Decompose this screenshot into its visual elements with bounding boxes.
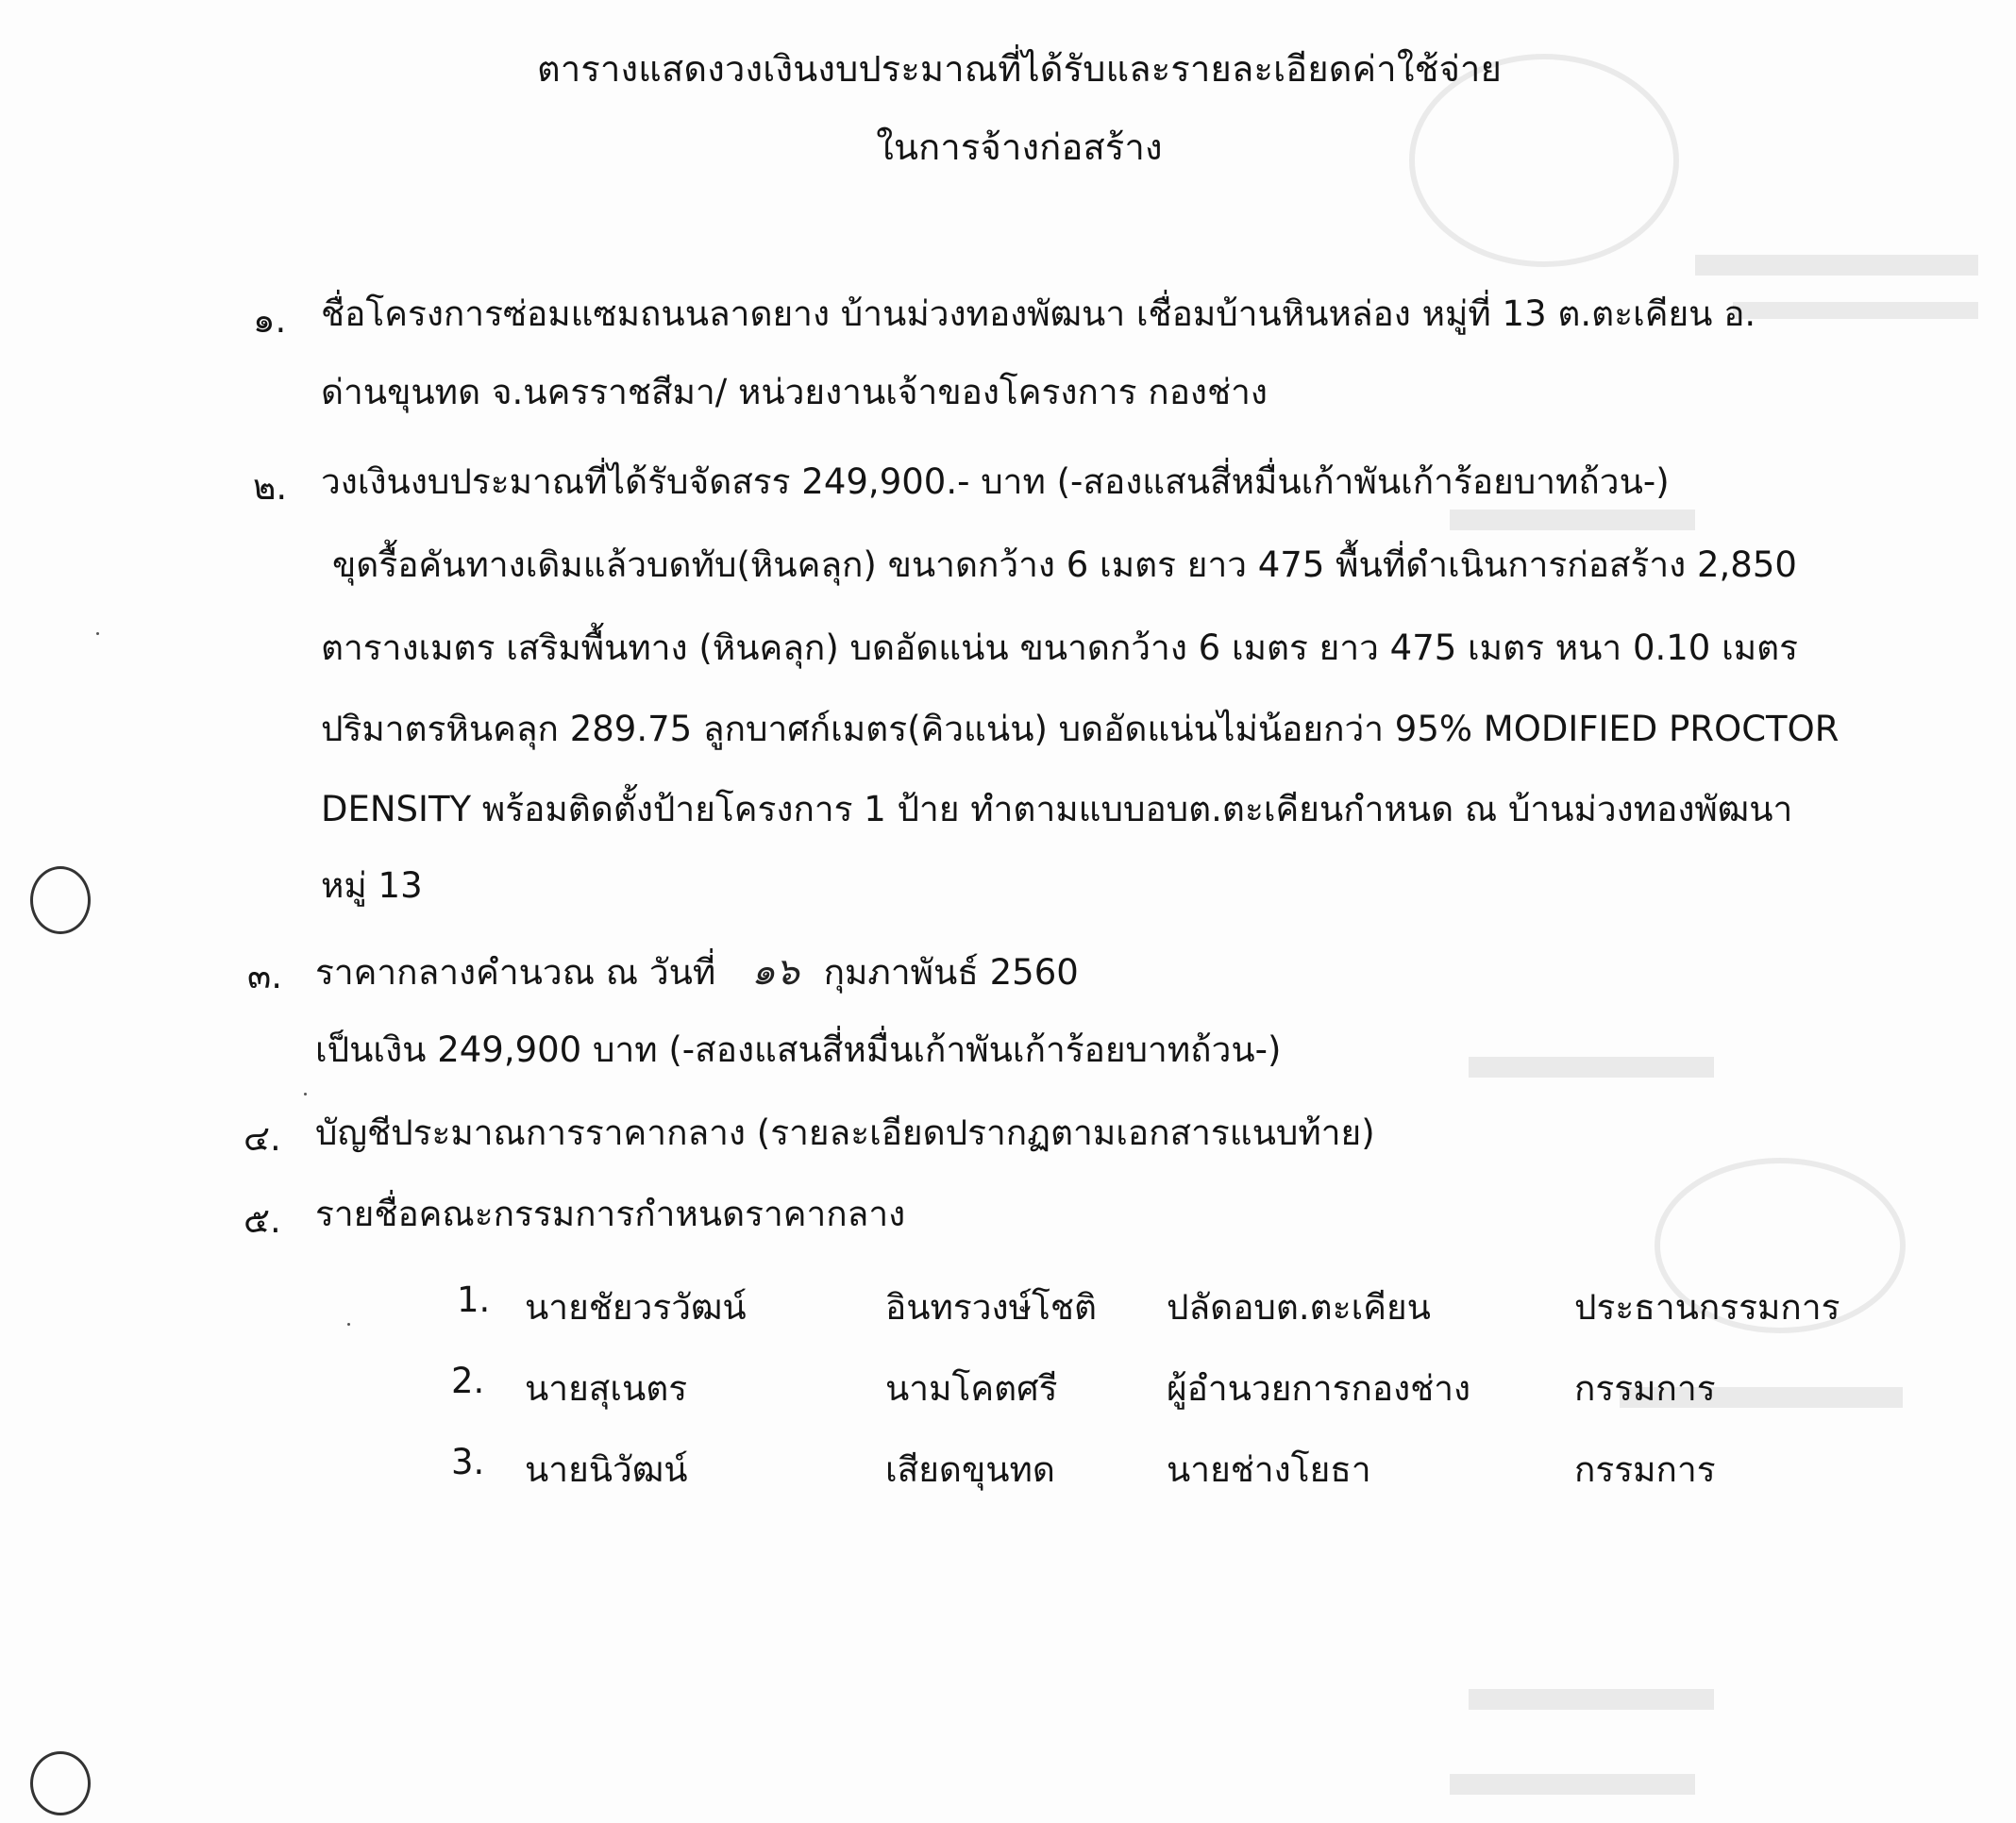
committee-role: ประธานกรรมการ <box>1574 1287 1840 1328</box>
committee-first-name: นายสุเนตร <box>525 1368 688 1409</box>
committee-position: ผู้อำนวยการกองช่าง <box>1167 1368 1471 1409</box>
item-1-line-2: ด่านขุนทด จ.นครราชสีมา/ หน่วยงานเจ้าของโครงการ กองช่าง <box>321 372 1268 412</box>
committee-number: 3. <box>451 1442 485 1482</box>
item-3-date-suffix: กุมภาพันธ์ 2560 <box>823 952 1079 993</box>
committee-position: นายช่างโยธา <box>1167 1449 1371 1490</box>
item-4-text: บัญชีประมาณการราคากลาง (รายละเอียดปรากฏตามเอกสารแนบท้าย) <box>315 1112 1375 1153</box>
bleed-through-shadow <box>1167 0 2016 1823</box>
committee-number: 2. <box>451 1361 485 1401</box>
committee-first-name: นายชัยวรวัฒน์ <box>525 1287 747 1328</box>
scan-speck <box>347 1323 350 1326</box>
committee-last-name: นามโคตศรี <box>885 1368 1058 1409</box>
item-3-line-2: เป็นเงิน 249,900 บาท (-สองแสนสี่หมื่นเก้าพันเก้าร้อยบาทถ้วน-) <box>315 1029 1282 1070</box>
committee-role: กรรมการ <box>1574 1449 1716 1490</box>
item-2-line-3: ตารางเมตร เสริมพื้นทาง (หินคลุก) บดอัดแน่น ขนาดกว้าง 6 เมตร ยาว 475 เมตร หนา 0.10 เมตร <box>321 627 1799 668</box>
document-title-line-2: ในการจ้างก่อสร้าง <box>876 126 1163 168</box>
punch-hole-top <box>30 866 91 934</box>
item-2-line-6: หมู่ 13 <box>321 865 423 906</box>
item-2-line-2: ขุดรื้อคันทางเดิมแล้วบดทับ(หินคลุก) ขนาดกว้าง 6 เมตร ยาว 475 พื้นที่ดำเนินการก่อสร้าง 2,850 <box>332 544 1797 585</box>
item-2-line-1: วงเงินงบประมาณที่ได้รับจัดสรร 249,900.- บาท (-สองแสนสี่หมื่นเก้าพันเก้าร้อยบาทถ้วน-) <box>321 461 1670 502</box>
item-2-number: ๒. <box>253 467 288 508</box>
scan-speck <box>96 632 99 635</box>
item-4-number: ๔. <box>244 1118 281 1159</box>
committee-last-name: เสียดขุนทด <box>885 1449 1055 1490</box>
committee-position: ปลัดอบต.ตะเคียน <box>1167 1287 1431 1328</box>
item-2-line-5: DENSITY พร้อมติดตั้งป้ายโครงการ 1 ป้าย ทำตามแบบอบต.ตะเคียนกำหนด ณ บ้านม่วงทองพัฒนา <box>321 789 1793 829</box>
committee-last-name: อินทรวงษ์โชติ <box>885 1287 1098 1328</box>
item-1-number: ๑. <box>253 300 287 341</box>
item-5-text: รายชื่อคณะกรรมการกำหนดราคากลาง <box>315 1194 906 1234</box>
committee-first-name: นายนิวัฒน์ <box>525 1449 688 1490</box>
scan-speck <box>304 1093 307 1095</box>
item-3-date-prefix: ราคากลางคำนวณ ณ วันที่ <box>315 952 716 993</box>
item-3-line-1 <box>315 950 1079 994</box>
handwritten-date: ๑๖ <box>751 950 799 994</box>
item-5-number: ๕. <box>244 1200 281 1241</box>
item-1-line-1: ชื่อโครงการซ่อมแซมถนนลาดยาง บ้านม่วงทองพัฒนา เชื่อมบ้านหินหล่อง หมู่ที่ 13 ต.ตะเคียน อ. <box>321 293 1756 334</box>
committee-number: 1. <box>457 1279 491 1320</box>
item-2-line-4: ปริมาตรหินคลุก 289.75 ลูกบาศก์เมตร(คิวแน่น) บดอัดแน่นไม่น้อยกว่า 95% MODIFIED PROCTOR <box>321 709 1840 749</box>
item-3-number: ๓. <box>247 956 283 996</box>
document-title-line-1: ตารางแสดงวงเงินงบประมาณที่ได้รับและรายละเอียดค่าใช้จ่าย <box>536 48 1503 90</box>
committee-role: กรรมการ <box>1574 1368 1716 1409</box>
punch-hole-bottom <box>30 1751 91 1815</box>
